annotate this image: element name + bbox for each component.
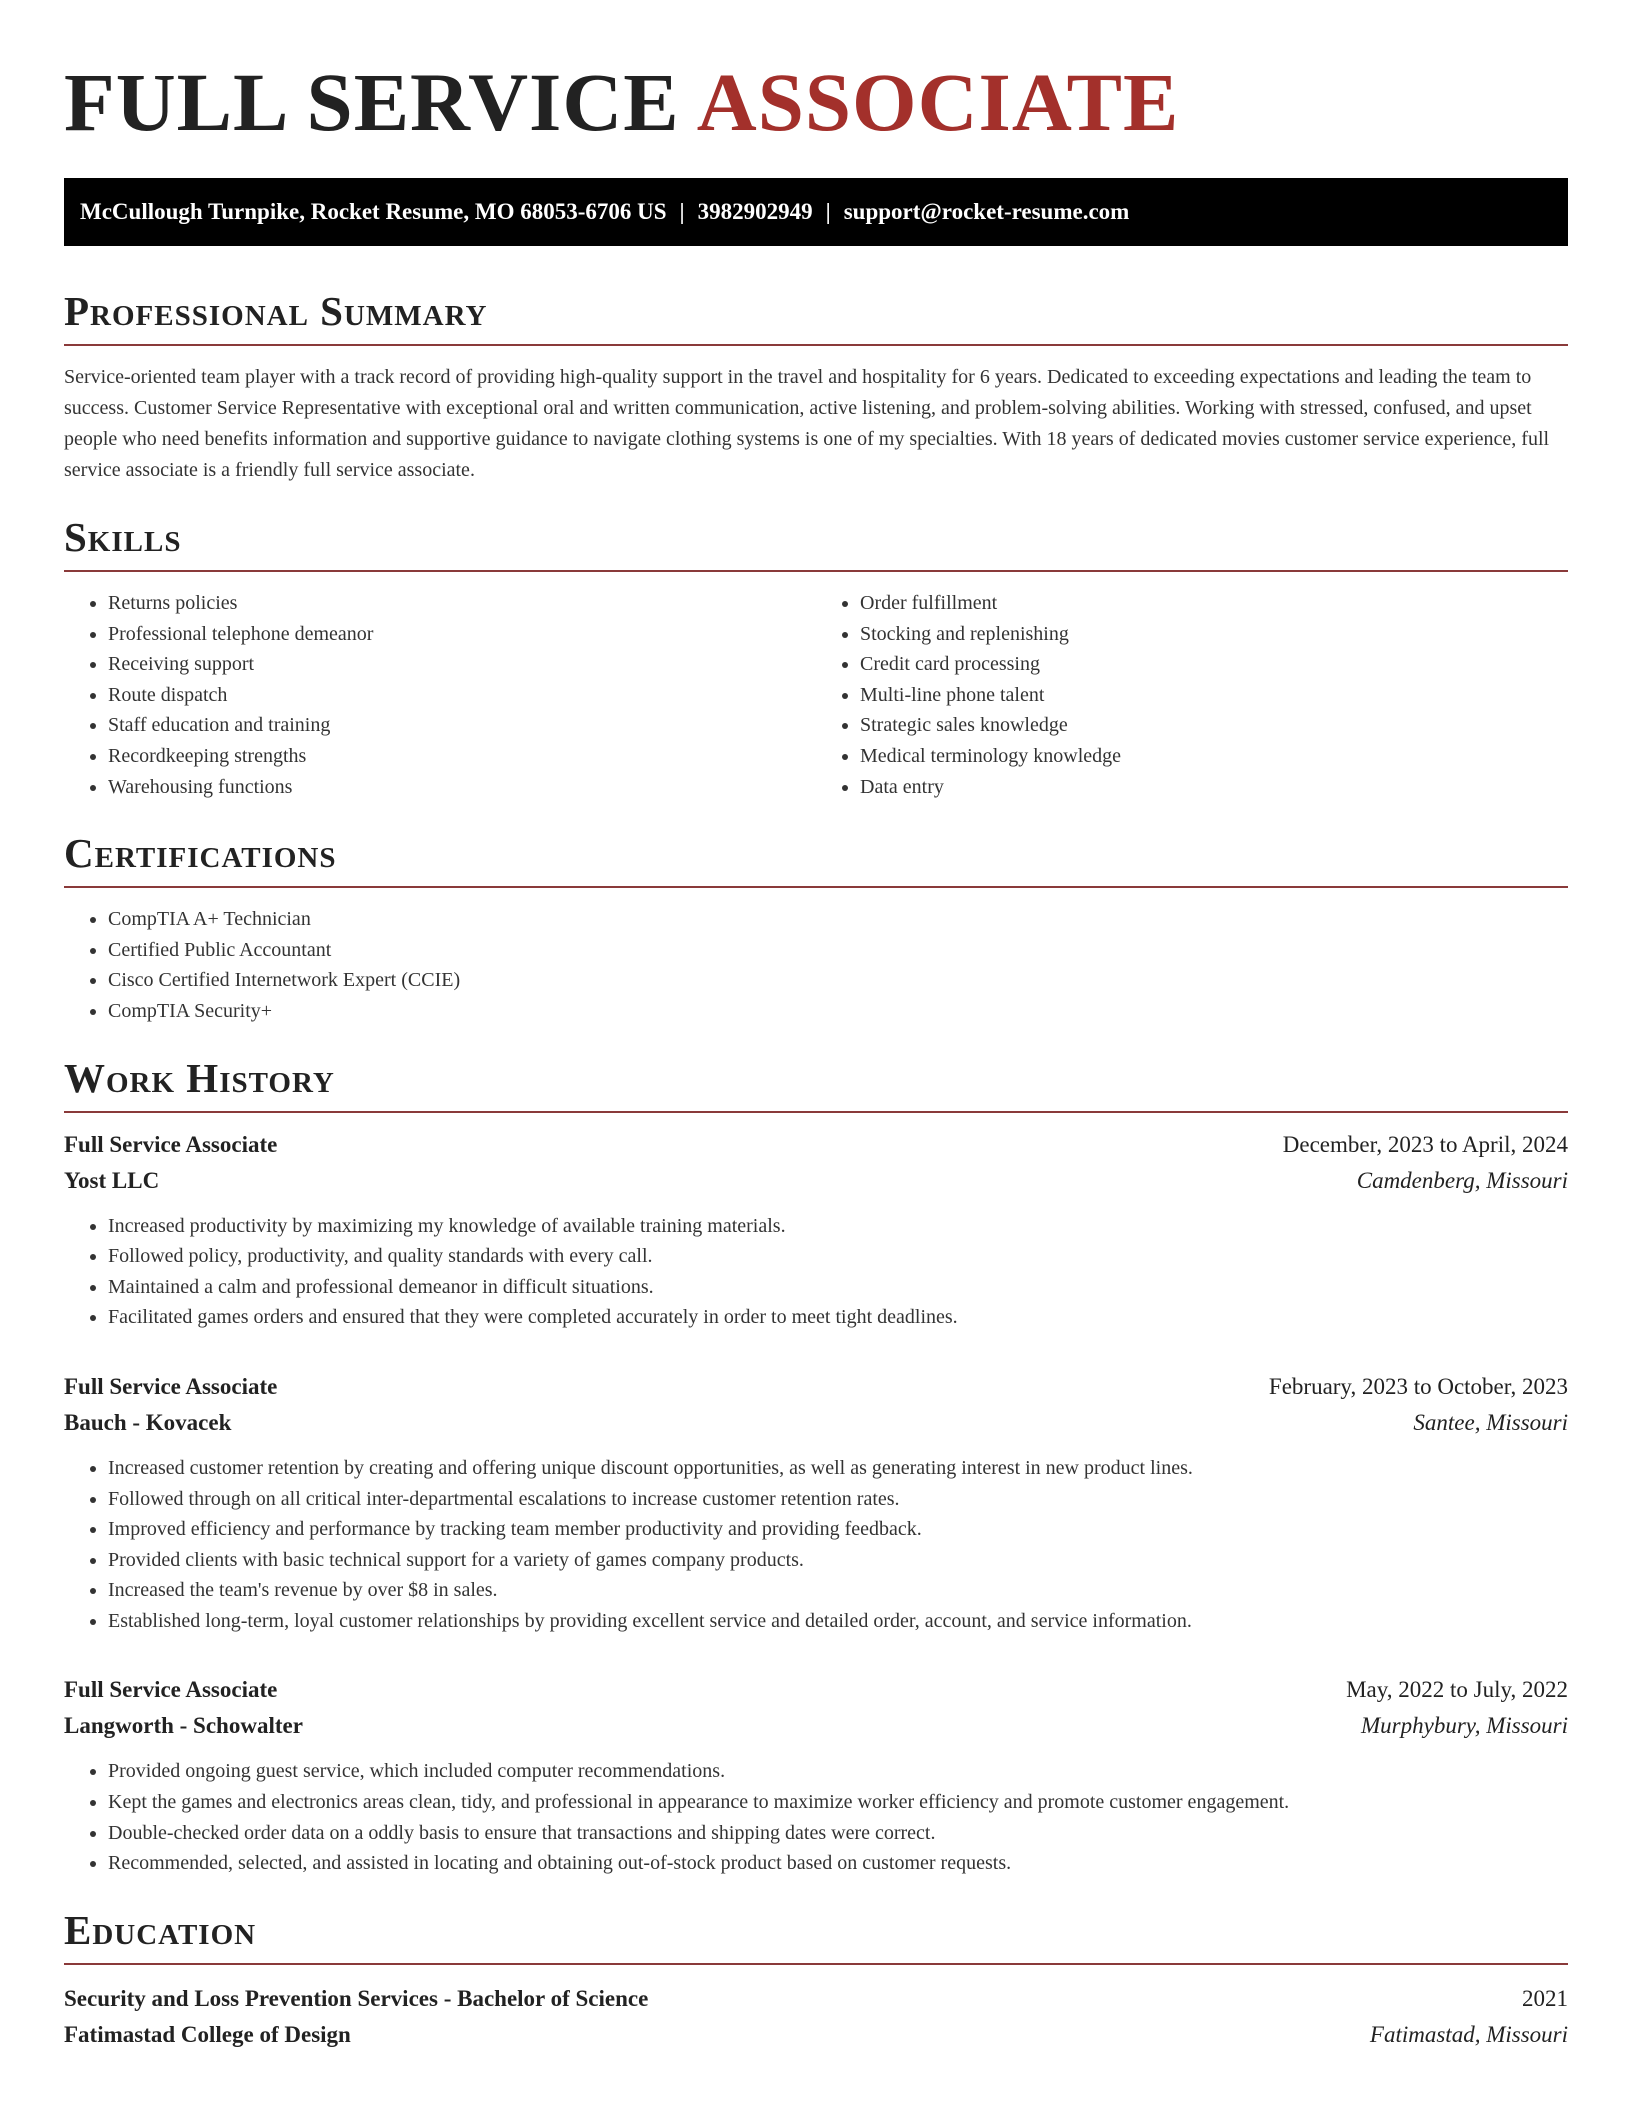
job-bullet: • Followed through on all critical inter-departmental escalations to increase customer retention rates.	[108, 1484, 1568, 1515]
certification-item: • Certified Public Accountant	[108, 935, 1568, 966]
job-dates: December, 2023 to April, 2024	[1282, 1131, 1568, 1157]
summary-section	[64, 286, 1568, 486]
title-main: FULL SERVICE	[64, 56, 680, 148]
skill-item: • Data entry	[860, 772, 1568, 803]
job-header-row	[64, 1369, 1568, 1405]
skill-item: • Strategic sales knowledge	[860, 710, 1568, 741]
certifications-section	[64, 828, 1568, 1026]
section-heading-skills: Skills	[64, 512, 1568, 572]
job-title: Full Service Associate	[64, 1677, 278, 1703]
skill-item: • Staff education and training	[108, 710, 816, 741]
certifications-list	[64, 904, 1568, 1026]
skill-item: • Warehousing functions	[108, 772, 816, 803]
job-company-row	[64, 1163, 1568, 1199]
education-degree-row	[64, 1981, 1568, 2017]
job-company: Yost LLC	[64, 1167, 160, 1193]
job-dates: May, 2022 to July, 2022	[1346, 1677, 1568, 1703]
job-location: Santee, Missouri	[1413, 1409, 1568, 1435]
job-bullets	[64, 1756, 1568, 1878]
job-bullet: • Facilitated games orders and ensured that they were completed accurately in order to meet tight deadlines.	[108, 1302, 1568, 1333]
job-bullet: • Maintained a calm and professional demeanor in difficult situations.	[108, 1272, 1568, 1303]
job-company-row	[64, 1708, 1568, 1744]
work-history-section	[64, 1053, 1568, 1879]
job-bullet: • Increased productivity by maximizing my knowledge of available training materials.	[108, 1211, 1568, 1242]
skill-item: • Order fulfillment	[860, 588, 1568, 619]
job-bullet: • Established long-term, loyal customer relationships by providing excellent service and detailed order, account, and service information.	[108, 1606, 1568, 1637]
section-heading-summary: Professional Summary	[64, 286, 1568, 346]
summary-text: Service-oriented team player with a track record of providing high-quality support in the travel and hospitality for 6 years. Dedicated to exceeding expectations and leading the team to success. Customer Service Representative with exceptional oral and written communication, active listening, and problem-solving abilities. Working with stressed, confused, and upset people who need benefits information and supportive guidance to navigate clothing systems is one of my specialties. With 18 years of dedicated movies customer service experience, full service associate is a friendly full service associate.	[64, 366, 1550, 481]
job-entry	[64, 1369, 1568, 1637]
job-bullet: • Increased the team's revenue by over $8 in sales.	[108, 1575, 1568, 1606]
page-title	[64, 52, 1568, 152]
job-bullets	[64, 1453, 1568, 1637]
job-company: Langworth - Schowalter	[64, 1713, 303, 1739]
skill-item: • Credit card processing	[860, 649, 1568, 680]
skills-columns	[64, 572, 1568, 802]
skill-item: • Receiving support	[108, 649, 816, 680]
skill-item: • Stocking and replenishing	[860, 619, 1568, 650]
contact-bar	[64, 178, 1568, 246]
education-section	[64, 1905, 1568, 2053]
education-school-row	[64, 2017, 1568, 2053]
skills-list-left	[64, 588, 816, 802]
skills-list-right	[816, 588, 1568, 802]
job-location: Murphybury, Missouri	[1361, 1713, 1568, 1739]
skill-item: • Returns policies	[108, 588, 816, 619]
job-bullet: • Double-checked order data on a oddly basis to ensure that transactions and shipping dates were correct.	[108, 1818, 1568, 1849]
skill-item: • Professional telephone demeanor	[108, 619, 816, 650]
section-heading-education: Education	[64, 1905, 1568, 1965]
job-bullet: • Followed policy, productivity, and quality standards with every call.	[108, 1241, 1568, 1272]
contact-phone: 3982902949	[697, 199, 813, 224]
section-heading-work-history: Work History	[64, 1053, 1568, 1113]
education-degree: Security and Loss Prevention Services - Bachelor of Science	[64, 1985, 649, 2011]
education-school: Fatimastad College of Design	[64, 2021, 351, 2047]
skills-section	[64, 512, 1568, 802]
skill-item: • Recordkeeping strengths	[108, 741, 816, 772]
certification-item: • CompTIA Security+	[108, 996, 1568, 1027]
skill-item: • Multi-line phone talent	[860, 680, 1568, 711]
job-bullet: • Kept the games and electronics areas clean, tidy, and professional in appearance to maximize worker efficiency and promote customer engagement.	[108, 1787, 1568, 1818]
job-header-row	[64, 1127, 1568, 1163]
contact-address: McCullough Turnpike, Rocket Resume, MO 68053-6706 US	[80, 199, 667, 224]
education-location: Fatimastad, Missouri	[1369, 2021, 1568, 2047]
title-accent: ASSOCIATE	[696, 56, 1180, 148]
job-company: Bauch - Kovacek	[64, 1409, 232, 1435]
contact-separator: |	[679, 199, 685, 224]
job-bullet: • Recommended, selected, and assisted in locating and obtaining out-of-stock product based on customer requests.	[108, 1848, 1568, 1879]
job-entry	[64, 1672, 1568, 1878]
job-title: Full Service Associate	[64, 1131, 278, 1157]
certification-item: • CompTIA A+ Technician	[108, 904, 1568, 935]
job-bullet: • Provided clients with basic technical support for a variety of games company products.	[108, 1545, 1568, 1576]
job-header-row	[64, 1672, 1568, 1708]
section-heading-certifications: Certifications	[64, 828, 1568, 888]
skill-item: • Medical terminology knowledge	[860, 741, 1568, 772]
job-bullet: • Improved efficiency and performance by tracking team member productivity and providing feedback.	[108, 1514, 1568, 1545]
education-year: 2021	[1522, 1985, 1568, 2011]
job-title: Full Service Associate	[64, 1373, 278, 1399]
certification-item: • Cisco Certified Internetwork Expert (CCIE)	[108, 965, 1568, 996]
job-dates: February, 2023 to October, 2023	[1268, 1373, 1568, 1399]
contact-email: support@rocket-resume.com	[843, 199, 1130, 224]
education-entry	[64, 1981, 1568, 2053]
skill-item: • Route dispatch	[108, 680, 816, 711]
job-bullet: • Provided ongoing guest service, which included computer recommendations.	[108, 1756, 1568, 1787]
contact-separator: |	[825, 199, 831, 224]
job-company-row	[64, 1405, 1568, 1441]
job-bullets	[64, 1211, 1568, 1333]
job-location: Camdenberg, Missouri	[1356, 1167, 1568, 1193]
job-entry	[64, 1127, 1568, 1333]
job-bullet: • Increased customer retention by creating and offering unique discount opportunities, as well as generating interest in new product lines.	[108, 1453, 1568, 1484]
